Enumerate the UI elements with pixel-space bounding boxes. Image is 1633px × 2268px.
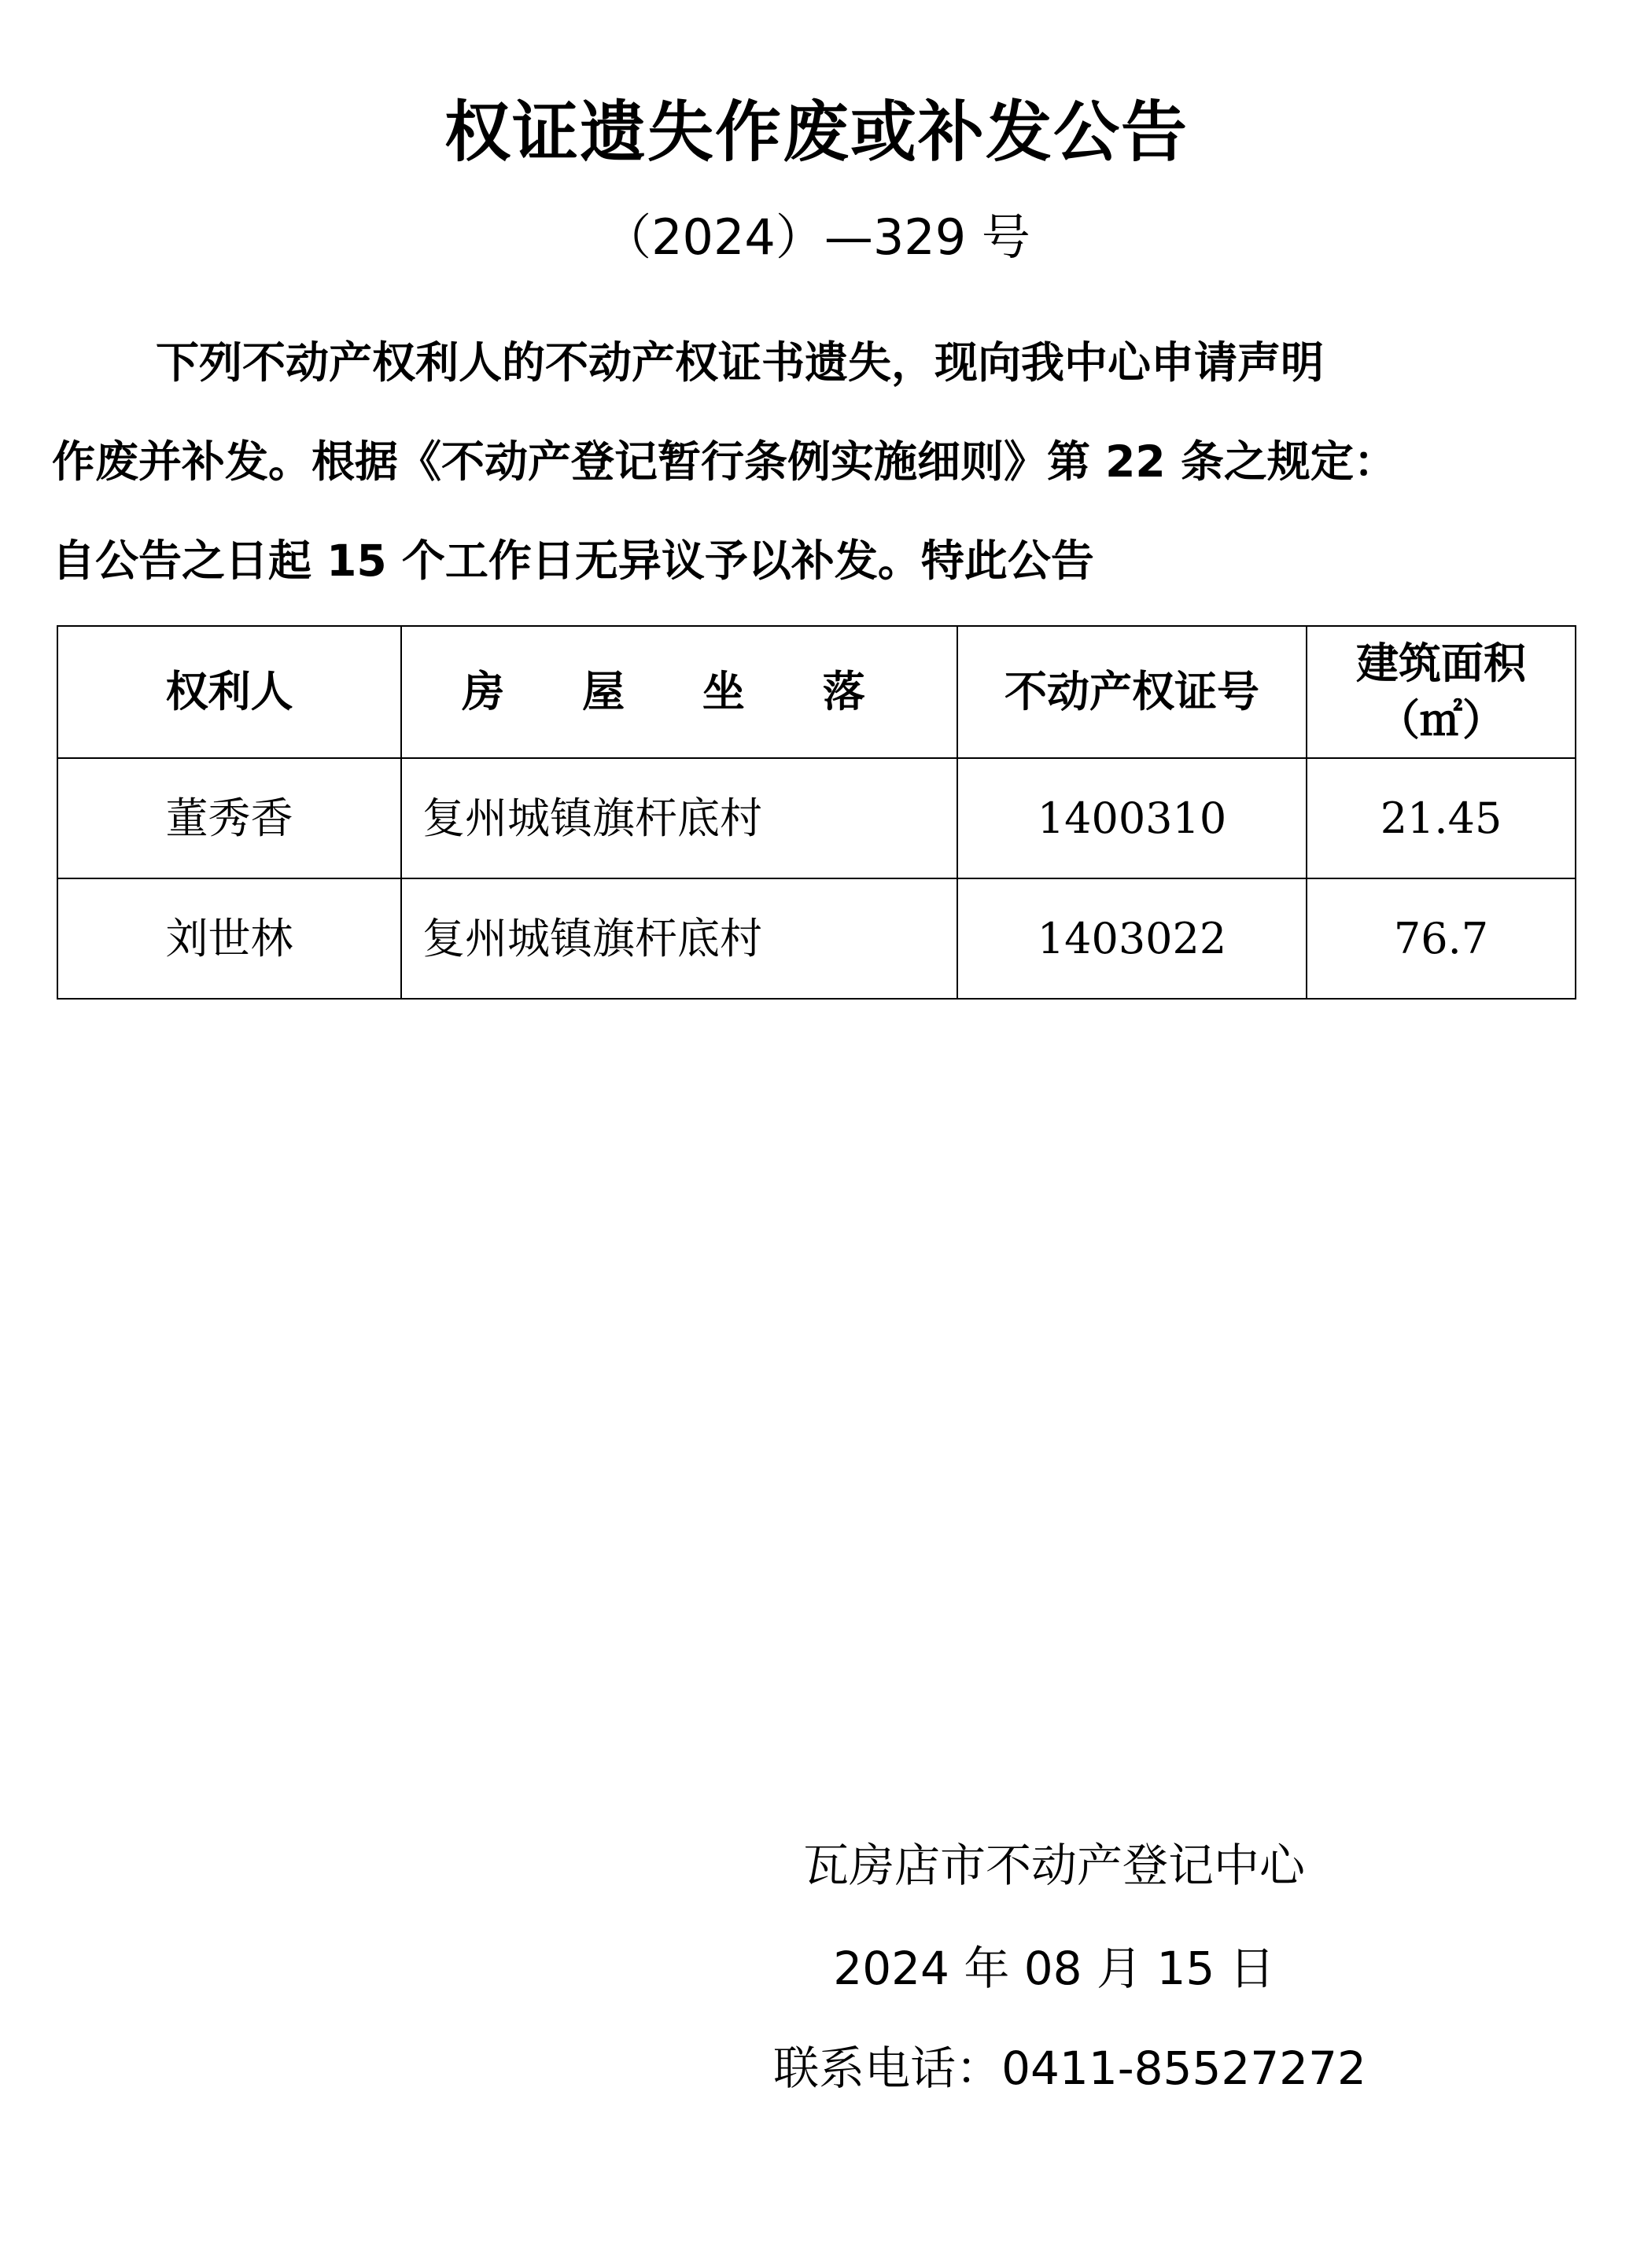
table-row bbox=[57, 878, 1576, 999]
notice-number: （2024）—329 号 bbox=[603, 208, 1030, 266]
issuing-organization: 瓦房店市不动产登记中心 bbox=[802, 1839, 1305, 1892]
contact-phone: 联系电话：0411-85527272 bbox=[773, 2042, 1366, 2095]
issue-date: 2024 年 08 月 15 日 bbox=[833, 1942, 1275, 1995]
paragraph-line: 自公告之日起 15 个工作日无异议予以补发。特此公告 bbox=[52, 536, 1094, 586]
cell-owner: 刘世林 bbox=[57, 878, 401, 999]
header-area-label: 建筑面积 bbox=[1356, 639, 1526, 688]
cell-owner: 董秀香 bbox=[57, 758, 401, 878]
header-area-unit: （㎡） bbox=[1377, 695, 1505, 745]
notice-title: 权证遗失作废或补发公告 bbox=[444, 94, 1189, 171]
cell-location: 复州城镇旗杆底村 bbox=[401, 758, 957, 878]
header-cert-no: 不动产权证号 bbox=[957, 626, 1307, 758]
cell-cert-no: 1403022 bbox=[957, 878, 1307, 999]
paragraph-line: 下列不动产权利人的不动产权证书遗失，现向我中心申请声明 bbox=[156, 337, 1325, 388]
cell-area: 21.45 bbox=[1307, 758, 1576, 878]
notice-paragraph bbox=[52, 313, 1581, 610]
table-header-row bbox=[57, 626, 1576, 758]
cell-area: 76.7 bbox=[1307, 878, 1576, 999]
header-area bbox=[1307, 626, 1576, 758]
paragraph-line: 作废并补发。根据《不动产登记暂行条例实施细则》第 22 条之规定： bbox=[52, 436, 1397, 487]
header-owner: 权利人 bbox=[57, 626, 401, 758]
records-table bbox=[57, 625, 1576, 1000]
header-location: 房 屋 坐 落 bbox=[401, 626, 957, 758]
cell-location: 复州城镇旗杆底村 bbox=[401, 878, 957, 999]
table-row bbox=[57, 758, 1576, 878]
cell-cert-no: 1400310 bbox=[957, 758, 1307, 878]
